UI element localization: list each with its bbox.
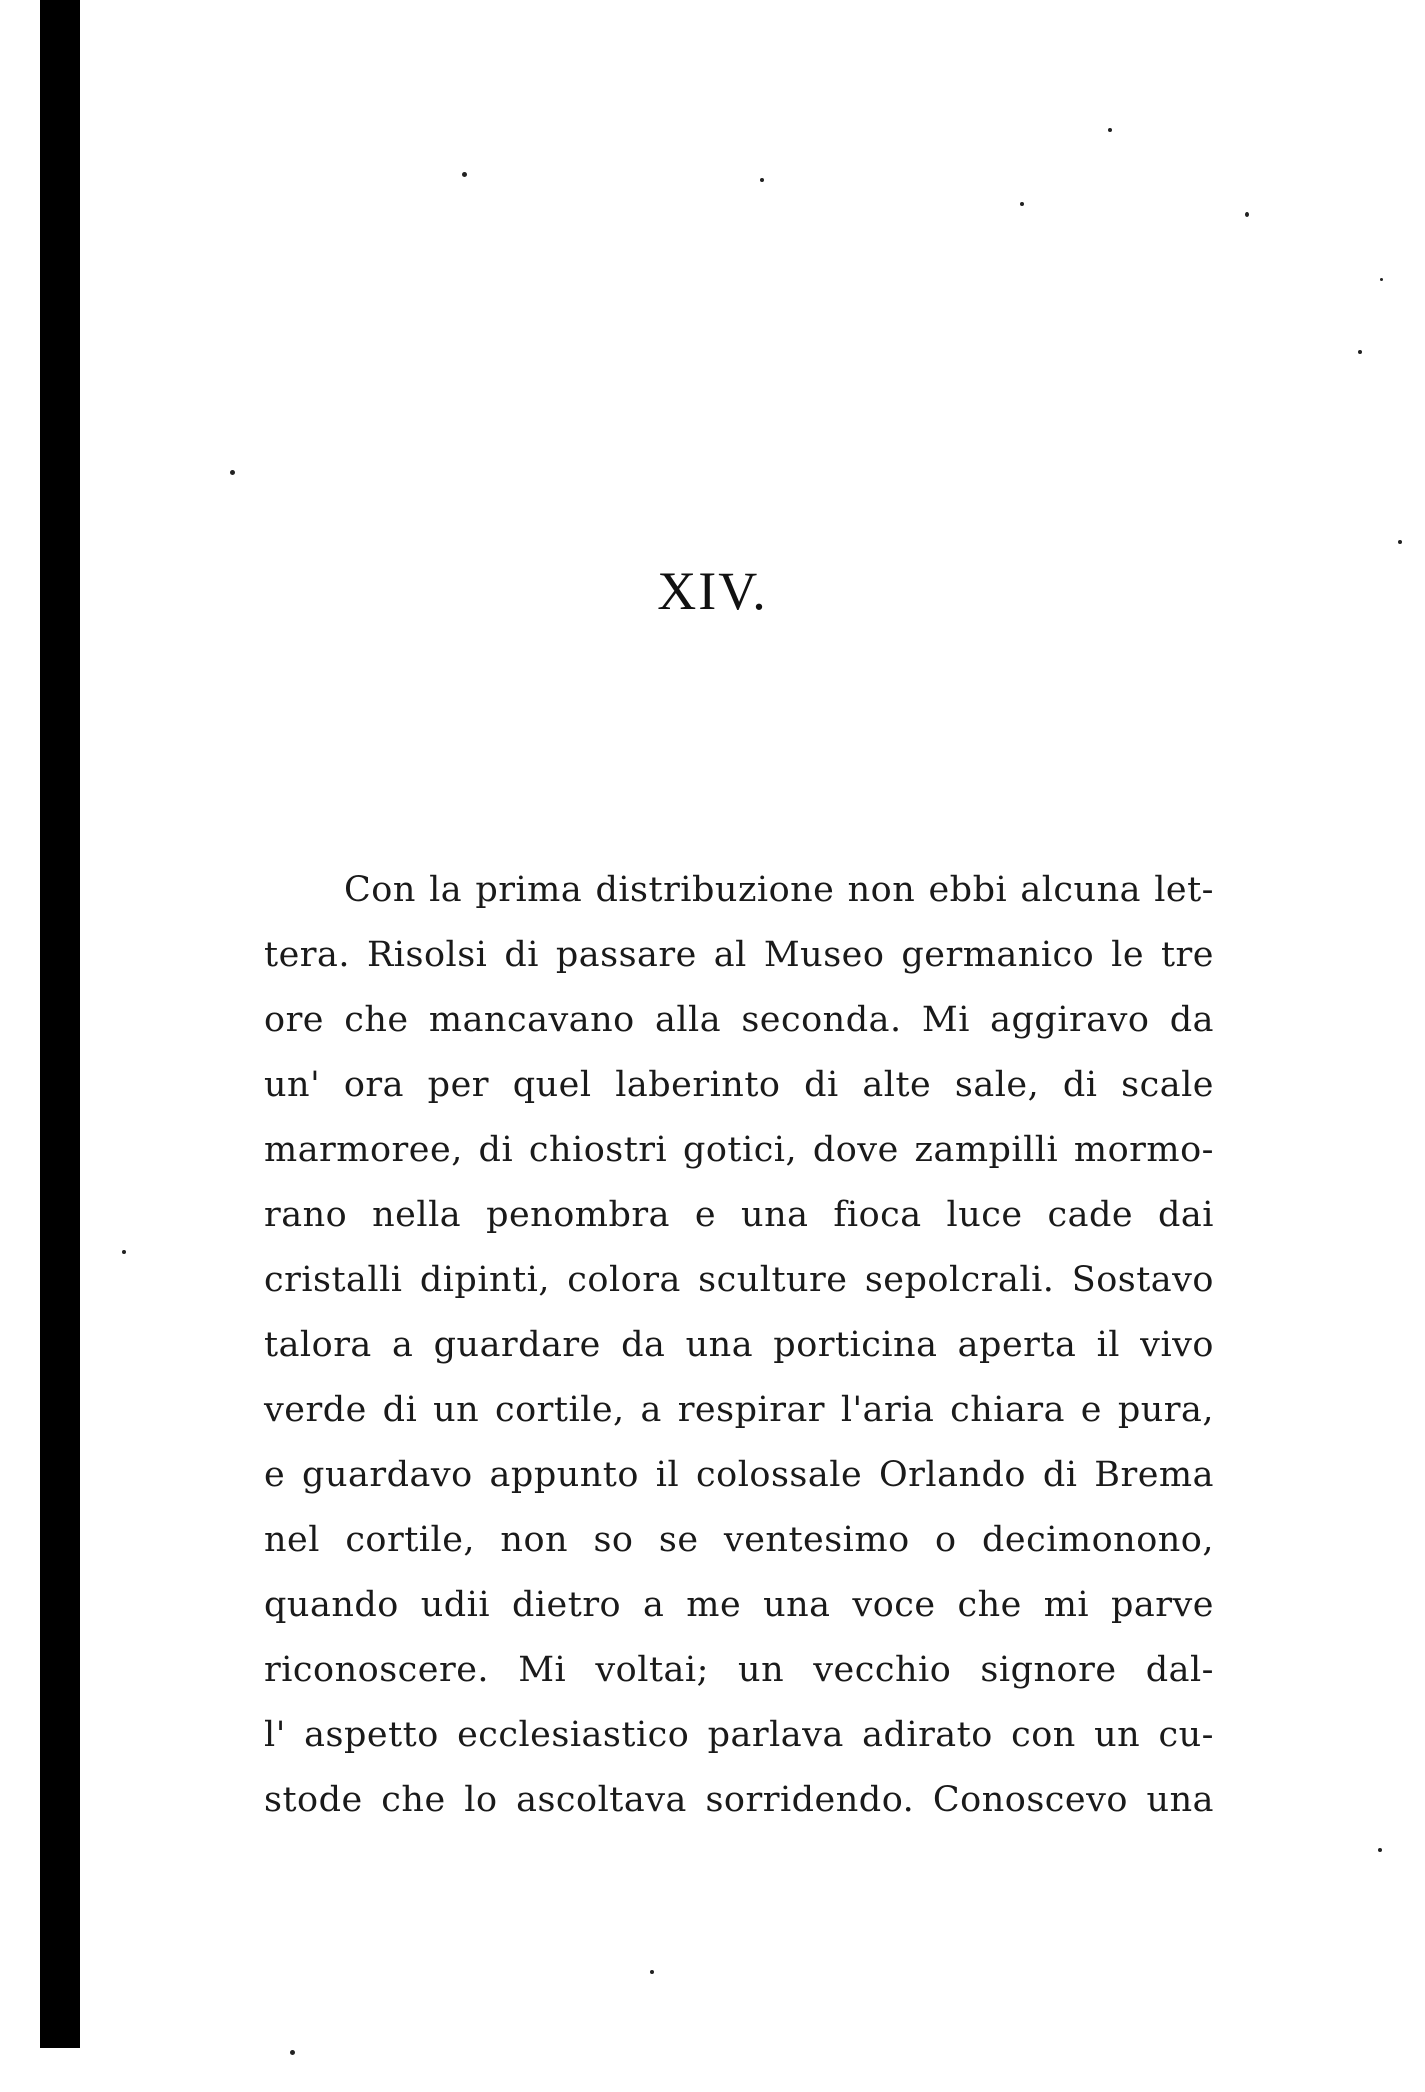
text-line: l' aspetto ecclesiastico parlava adirato con un cu- (264, 1715, 1214, 1755)
text-line: verde di un cortile, a respirar l'aria chiara e pura, (264, 1390, 1214, 1430)
scan-speck (1380, 278, 1383, 281)
scan-speck (122, 1250, 126, 1254)
text-line: marmoree, di chiostri gotici, dove zampilli mormo- (264, 1130, 1214, 1170)
scan-speck (1245, 212, 1249, 217)
scan-speck (650, 1970, 654, 1974)
text-line: tera. Risolsi di passare al Museo germanico le tre (264, 935, 1214, 975)
text-line: un' ora per quel laberinto di alte sale, di scale (264, 1065, 1214, 1105)
text-line: ore che mancavano alla seconda. Mi aggiravo da (264, 1000, 1214, 1040)
scan-speck (1398, 540, 1402, 544)
text-line: riconoscere. Mi voltai; un vecchio signore dal- (264, 1650, 1214, 1690)
text-line: talora a guardare da una porticina aperta il vivo (264, 1325, 1214, 1365)
text-line: quando udii dietro a me una voce che mi parve (264, 1585, 1214, 1625)
scan-speck (1020, 202, 1024, 206)
text-line: cristalli dipinti, colora sculture sepolcrali. Sostavo (264, 1260, 1214, 1300)
text-line: nel cortile, non so se ventesimo o decimonono, (264, 1520, 1214, 1560)
scan-speck (462, 172, 467, 177)
scan-speck (230, 470, 235, 475)
scan-speck (1108, 128, 1112, 132)
text-line: e guardavo appunto il colossale Orlando di Brema (264, 1455, 1214, 1495)
body-paragraph (264, 858, 1214, 1833)
scan-speck (1358, 350, 1362, 354)
text-line: stode che lo ascoltava sorridendo. Conoscevo una (264, 1780, 1214, 1820)
scan-speck (290, 2050, 295, 2055)
scan-speck (1378, 1848, 1382, 1852)
chapter-heading: XIV. (657, 561, 768, 621)
text-line: Con la prima distribuzione non ebbi alcuna let- (344, 870, 1214, 910)
text-line: rano nella penombra e una fioca luce cade dai (264, 1195, 1214, 1235)
binding-edge (40, 0, 80, 2048)
scan-speck (760, 178, 764, 182)
